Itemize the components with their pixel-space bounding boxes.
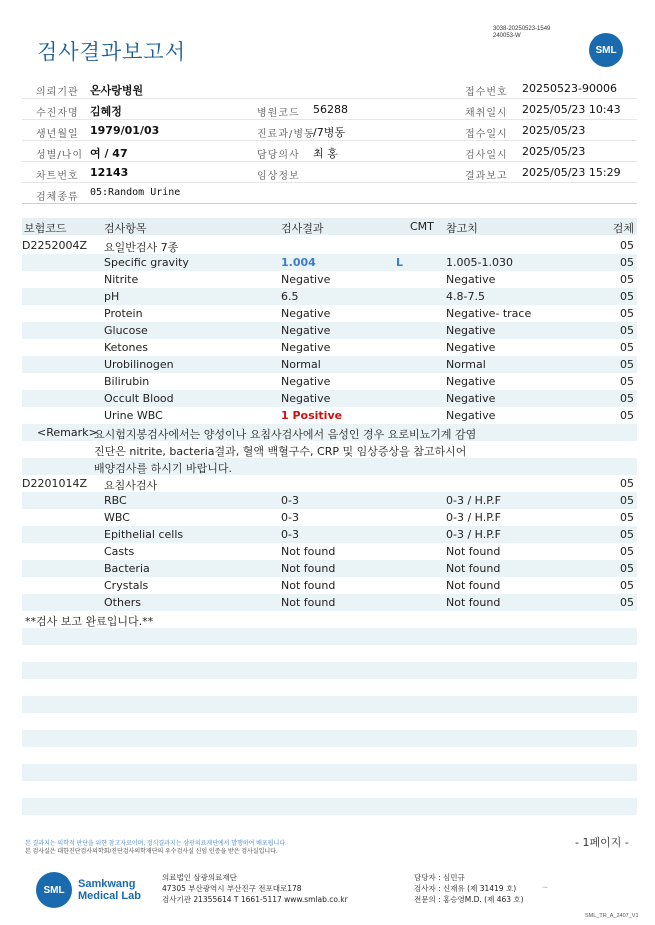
specimen-type-value: 05:Random Urine	[90, 187, 181, 198]
collection-time-label: 채취일시	[465, 108, 508, 119]
table-row	[22, 356, 637, 373]
org-name: 의료법인 삼광의료재단	[162, 873, 237, 882]
table-row	[22, 509, 637, 526]
table-row	[22, 492, 637, 509]
cell-reference: Not found	[446, 562, 501, 575]
table-row	[22, 560, 637, 577]
cell-reference: 4.8-7.5	[446, 290, 485, 303]
cell-item: Bilirubin	[104, 375, 150, 388]
cell-specimen: 05	[620, 562, 634, 575]
cell-reference: Negative	[446, 324, 496, 337]
hospital-code-label: 병원코드	[257, 108, 300, 119]
patient-name-value: 김혜정	[90, 105, 122, 118]
patient-info-section	[22, 78, 637, 204]
cell-specimen: 05	[620, 341, 634, 354]
receipt-no-label: 접수번호	[465, 87, 508, 98]
footer-note-line2: 본 검사실은 대한진단검사의학회/진단검사의학재단의 우수검사실 신임 인증을 받은 검사실입니다.	[25, 849, 278, 855]
remark-row	[22, 441, 637, 458]
org-address: 47305 부산광역시 부산진구 전포대로178	[162, 884, 302, 893]
test-date-label: 검사일시	[465, 150, 508, 161]
info-row	[22, 99, 637, 120]
doctor-label: 담당의사	[257, 150, 300, 161]
cell-reference: 1.005-1.030	[446, 256, 513, 269]
cell-specimen: 05	[620, 290, 634, 303]
cell-code: D2252004Z	[22, 239, 87, 252]
table-row	[22, 339, 637, 356]
cell-specimen: 05	[620, 477, 634, 490]
cell-reference: Negative	[446, 341, 496, 354]
cell-item: Casts	[104, 545, 135, 558]
empty-row	[22, 645, 637, 662]
institution-label: 의뢰기관	[36, 87, 79, 98]
cell-item: Urobilinogen	[104, 358, 174, 371]
empty-row	[22, 764, 637, 781]
table-row	[22, 526, 637, 543]
page-title: 검사결과보고서	[37, 40, 187, 64]
org-contact: 검사기관 21355614 T 1661-5117 www.smlab.co.kr	[162, 895, 348, 904]
col-header-reference: 참고치	[446, 222, 478, 235]
info-row	[22, 78, 637, 99]
receipt-no-value: 20250523-90006	[522, 82, 617, 95]
empty-row	[22, 628, 637, 645]
cell-reference: Negative	[446, 392, 496, 405]
info-row	[22, 141, 637, 162]
empty-row	[22, 679, 637, 696]
sml-logo-badge: SML	[589, 33, 623, 67]
table-row	[22, 407, 637, 424]
col-header-cmt: CMT	[410, 220, 434, 233]
document-code-line2: 240053-W	[493, 33, 521, 39]
table-row	[22, 594, 637, 611]
table-row	[22, 390, 637, 407]
remark-label: <Remark>	[37, 426, 98, 439]
empty-row	[22, 781, 637, 798]
completion-note-row	[22, 611, 637, 628]
cell-reference: Negative	[446, 273, 496, 286]
cell-item: Occult Blood	[104, 392, 174, 405]
remark-row	[22, 424, 637, 441]
cell-specimen: 05	[620, 511, 634, 524]
specimen-type-label: 검체종류	[36, 192, 79, 203]
cell-reference: Negative	[446, 409, 496, 422]
cell-reference: Negative	[446, 375, 496, 388]
cell-specimen: 05	[620, 324, 634, 337]
cell-result: 0-3	[281, 511, 299, 524]
cell-reference: Not found	[446, 596, 501, 609]
empty-row	[22, 747, 637, 764]
cell-item: Ketones	[104, 341, 148, 354]
cell-specimen: 05	[620, 545, 634, 558]
info-row	[22, 162, 637, 183]
staff-specialist: 전문의 : 홍승영M.D. (제 463 호)	[414, 895, 524, 904]
cell-item: Specific gravity	[104, 256, 189, 269]
report-time-value: 2025/05/23 15:29	[522, 166, 621, 179]
collection-time-value: 2025/05/23 10:43	[522, 103, 621, 116]
hospital-code-value: 56288	[313, 103, 348, 116]
department-value: /7병동	[313, 126, 345, 139]
cell-result: 0-3	[281, 528, 299, 541]
cell-result: Negative	[281, 375, 331, 388]
remark-row	[22, 458, 637, 475]
cell-code: D2201014Z	[22, 477, 87, 490]
cell-item: Bacteria	[104, 562, 150, 575]
cell-specimen: 05	[620, 409, 634, 422]
table-row	[22, 271, 637, 288]
sml-logo-icon: SML	[36, 872, 72, 908]
cell-result: 0-3	[281, 494, 299, 507]
footer-note-line1: 본 결과지는 의학적 판단을 위한 참고자료이며, 정식결과지는 삼광의료재단에서 발행하여 배포됩니다.	[25, 841, 287, 847]
cell-specimen: 05	[620, 392, 634, 405]
sex-age-value: 여 / 47	[90, 147, 128, 160]
birth-date-label: 생년월일	[36, 129, 79, 140]
remark-text: 진단은 nitrite, bacteria결과, 혈액 백혈구수, CRP 및 임상증상을 참고하시어	[94, 445, 467, 458]
cell-result: Negative	[281, 307, 331, 320]
cell-item: Epithelial cells	[104, 528, 184, 541]
cell-cmt: L	[396, 256, 404, 269]
cell-result: Negative	[281, 392, 331, 405]
staff-tester: 검사자 : 신재유 (제 31419 호)	[414, 884, 517, 893]
cell-result: 1.004	[281, 256, 316, 269]
cell-specimen: 05	[620, 494, 634, 507]
patient-name-label: 수진자명	[36, 108, 79, 119]
col-header-code: 보험코드	[24, 222, 67, 235]
table-row	[22, 288, 637, 305]
cell-specimen: 05	[620, 528, 634, 541]
table-row	[22, 373, 637, 390]
page-number: - 1페이지 -	[575, 836, 629, 849]
cell-result: Not found	[281, 596, 336, 609]
cell-reference: Not found	[446, 545, 501, 558]
cell-result: 1 Positive	[281, 409, 343, 422]
table-row	[22, 475, 637, 492]
cell-result: Negative	[281, 324, 331, 337]
signature-mark: ~	[541, 883, 549, 893]
cell-reference: 0-3 / H.P.F	[446, 528, 501, 541]
cell-specimen: 05	[620, 579, 634, 592]
cell-result: Negative	[281, 273, 331, 286]
test-date-value: 2025/05/23	[522, 145, 586, 158]
cell-specimen: 05	[620, 239, 634, 252]
cell-result: Not found	[281, 579, 336, 592]
cell-result: Negative	[281, 341, 331, 354]
cell-item: Others	[104, 596, 141, 609]
table-row	[22, 254, 637, 271]
cell-item: RBC	[104, 494, 127, 507]
results-table-header	[22, 218, 637, 235]
results-table-body	[22, 237, 637, 815]
cell-item: Urine WBC	[104, 409, 163, 422]
report-time-label: 결과보고	[465, 171, 508, 182]
cell-reference: Normal	[446, 358, 486, 371]
info-row	[22, 120, 637, 141]
empty-row	[22, 696, 637, 713]
cell-specimen: 05	[620, 375, 634, 388]
empty-row	[22, 713, 637, 730]
form-code: SML_TR_A_2407_V1	[585, 913, 639, 919]
cell-item: Crystals	[104, 579, 149, 592]
document-code-line1: 3038-20250523-1549	[493, 26, 551, 32]
info-row	[22, 183, 637, 204]
birth-date-value: 1979/01/03	[90, 124, 160, 137]
receipt-date-value: 2025/05/23	[522, 124, 586, 137]
table-row	[22, 237, 637, 254]
cell-result: Normal	[281, 358, 321, 371]
logo-text	[78, 878, 141, 902]
cell-item: 요일반검사 7종	[104, 241, 179, 254]
remark-text: 요시험지봉검사에서는 양성이나 요침사검사에서 음성인 경우 요로비뇨기계 감염	[94, 428, 477, 441]
table-row	[22, 543, 637, 560]
institution-value: 온사랑병원	[90, 84, 144, 97]
cell-reference: 0-3 / H.P.F	[446, 511, 501, 524]
remark-text: 배양검사를 하시기 바랍니다.	[94, 462, 233, 475]
clinical-info-label: 임상정보	[257, 171, 300, 182]
cell-reference: Negative- trace	[446, 307, 532, 320]
staff-info	[414, 872, 524, 905]
cell-specimen: 05	[620, 256, 634, 269]
organization-info	[162, 872, 348, 905]
empty-row	[22, 798, 637, 815]
table-row	[22, 577, 637, 594]
cell-item: Protein	[104, 307, 143, 320]
cell-specimen: 05	[620, 307, 634, 320]
completion-note: **검사 보고 완료입니다.**	[25, 615, 154, 628]
sex-age-label: 성별/나이	[36, 150, 84, 161]
col-header-result: 검사결과	[281, 222, 324, 235]
cell-result: Not found	[281, 562, 336, 575]
department-label: 진료과/병동	[257, 129, 315, 140]
table-row	[22, 305, 637, 322]
logo-text-line1: Samkwang	[78, 878, 136, 890]
cell-reference: 0-3 / H.P.F	[446, 494, 501, 507]
chart-no-value: 12143	[90, 166, 129, 179]
document-code	[493, 26, 550, 40]
cell-item: pH	[104, 290, 120, 303]
cell-item: WBC	[104, 511, 130, 524]
cell-specimen: 05	[620, 273, 634, 286]
logo-text-line2: Medical Lab	[78, 890, 141, 902]
col-header-item: 검사항목	[104, 222, 147, 235]
doctor-value: 최 홍	[313, 147, 338, 160]
empty-row	[22, 730, 637, 747]
cell-reference: Not found	[446, 579, 501, 592]
cell-specimen: 05	[620, 358, 634, 371]
cell-result: 6.5	[281, 290, 299, 303]
cell-item: Nitrite	[104, 273, 139, 286]
receipt-date-label: 접수일시	[465, 129, 508, 140]
table-row	[22, 322, 637, 339]
cell-result: Not found	[281, 545, 336, 558]
col-header-specimen: 검체	[612, 222, 634, 235]
cell-item: 요침사검사	[104, 479, 158, 492]
staff-manager: 담당자 : 심민규	[414, 873, 465, 882]
footer-note	[25, 840, 287, 856]
cell-specimen: 05	[620, 596, 634, 609]
empty-row	[22, 662, 637, 679]
cell-item: Glucose	[104, 324, 148, 337]
chart-no-label: 차트번호	[36, 171, 79, 182]
